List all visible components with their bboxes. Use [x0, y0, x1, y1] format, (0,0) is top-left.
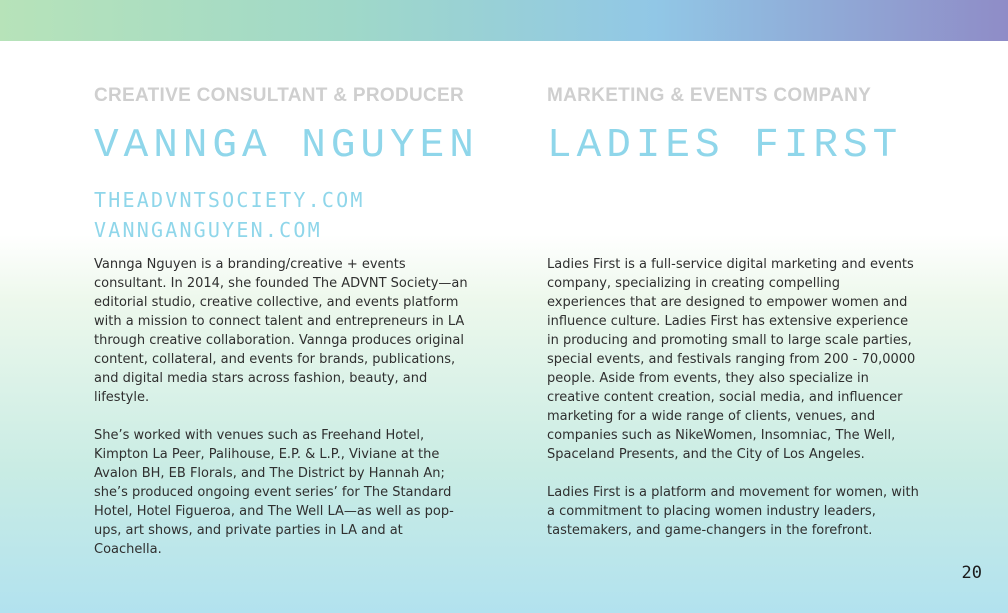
right-name-heading: LADIES FIRST [547, 123, 903, 169]
top-gradient-bar [0, 0, 1008, 41]
left-profile-header [94, 85, 479, 247]
right-profile-header [547, 85, 927, 169]
right-paragraph-1: Ladies First is a full-service digital marketing and events company, specializing in creating compelling experiences that are designed to empower women and influence culture. Ladies First has extensive experience in producing and promoting small to large scale parties, special events, and festivals ranging from 200 - 70,0000 people. Aside from events, they also specialize in creative content creation, social media, and influencer marketing for a wide range of clients, venues, and companies such as NikeWomen, Insomniac, The Well, Spaceland Presents, and the City of Los Angeles. [547, 257, 916, 462]
right-subtitle: MARKETING & EVENTS COMPANY [547, 85, 872, 106]
right-paragraph-2: Ladies First is a platform and movement for women, with a commitment to placing women industry leaders, tastemakers, and game-changers in the forefront. [547, 485, 919, 538]
link-theadvntsociety[interactable]: THEADVNTSOCIETY.COM [94, 188, 365, 212]
right-body [547, 255, 922, 559]
left-subtitle: CREATIVE CONSULTANT & PRODUCER [94, 85, 464, 106]
left-body [94, 255, 469, 578]
left-name-heading: VANNGA NGUYEN [94, 123, 479, 169]
link-vannganguyen[interactable]: VANNGANGUYEN.COM [94, 218, 322, 242]
left-paragraph-1: Vannga Nguyen is a branding/creative + events consultant. In 2014, she founded The ADVNT Society—an editorial studio, creative collective, and events platform with a mission to connect talent and entrepreneurs in LA through creative collaboration. Vannga produces original content, collateral, and events for brands, publications, and digital media stars across fashion, beauty, and lifestyle. [94, 257, 468, 405]
page-number: 20 [961, 563, 982, 583]
left-paragraph-2: She’s worked with venues such as Freehand Hotel, Kimpton La Peer, Palihouse, E.P. & L.P., Viviane at the Avalon BH, EB Florals, and The District by Hannah An; she’s produced ongoing event series’ for The Standard Hotel, Hotel Figueroa, and The Well LA—as well as pop-ups, art shows, and private parties in LA and at Coachella. [94, 428, 454, 557]
left-links [94, 185, 474, 247]
